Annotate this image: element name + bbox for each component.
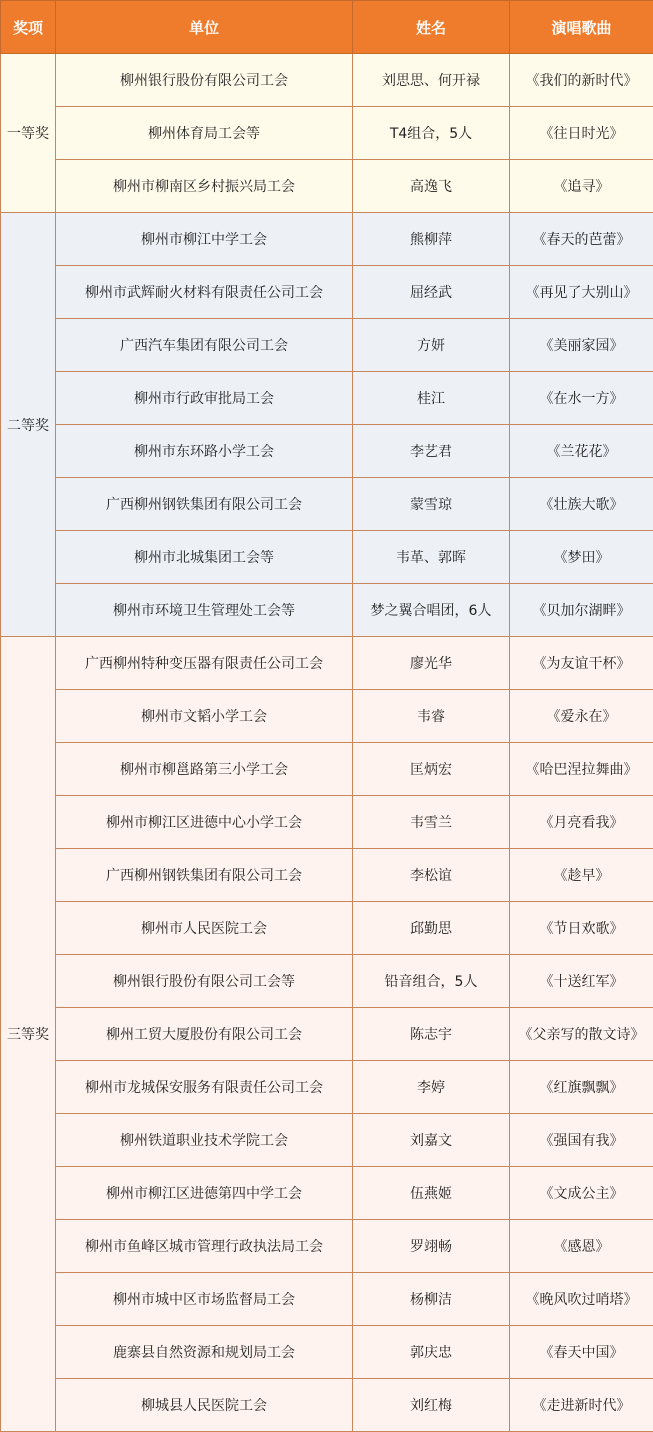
unit-cell: 柳州体育局工会等 [56,107,353,160]
song-cell: 《为友谊干杯》 [510,637,653,690]
unit-cell: 柳州市环境卫生管理处工会等 [56,584,353,637]
song-cell: 《文成公主》 [510,1167,653,1220]
unit-cell: 柳城县人民医院工会 [56,1379,353,1432]
name-cell: 屈经武 [353,266,510,319]
name-cell: 伍燕姬 [353,1167,510,1220]
unit-cell: 柳州市柳江区进德第四中学工会 [56,1167,353,1220]
song-cell: 《强国有我》 [510,1114,653,1167]
name-cell: 李松谊 [353,849,510,902]
table-row [1,1379,653,1432]
table-row [1,637,653,690]
name-cell: 高逸飞 [353,160,510,213]
table-row [1,54,653,107]
song-cell: 《节日欢歌》 [510,902,653,955]
name-cell: 陈志宇 [353,1008,510,1061]
song-cell: 《走进新时代》 [510,1379,653,1432]
table-row [1,213,653,266]
unit-cell: 广西柳州特种变压器有限责任公司工会 [56,637,353,690]
award-tier-label: 二等奖 [1,213,56,637]
name-cell: 刘红梅 [353,1379,510,1432]
table-row [1,584,653,637]
award-tier-label: 一等奖 [1,54,56,213]
song-cell: 《爱永在》 [510,690,653,743]
award-tier-label: 三等奖 [1,637,56,1432]
unit-cell: 广西汽车集团有限公司工会 [56,319,353,372]
name-cell: 廖光华 [353,637,510,690]
name-cell: 韦雪兰 [353,796,510,849]
unit-cell: 柳州市武辉耐火材料有限责任公司工会 [56,266,353,319]
unit-cell: 柳州市柳南区乡村振兴局工会 [56,160,353,213]
table-row [1,160,653,213]
name-cell: 蒙雪琼 [353,478,510,531]
name-cell: 熊柳萍 [353,213,510,266]
unit-cell: 柳州市文韬小学工会 [56,690,353,743]
table-row [1,372,653,425]
song-cell: 《梦田》 [510,531,653,584]
header-song: 演唱歌曲 [510,1,653,54]
unit-cell: 柳州市北城集团工会等 [56,531,353,584]
unit-cell: 柳州工贸大厦股份有限公司工会 [56,1008,353,1061]
header-name: 姓名 [353,1,510,54]
song-cell: 《红旗飘飘》 [510,1061,653,1114]
table-row [1,425,653,478]
unit-cell: 柳州市东环路小学工会 [56,425,353,478]
unit-cell: 柳州市龙城保安服务有限责任公司工会 [56,1061,353,1114]
unit-cell: 鹿寨县自然资源和规划局工会 [56,1326,353,1379]
name-cell: 匡炳宏 [353,743,510,796]
unit-cell: 柳州铁道职业技术学院工会 [56,1114,353,1167]
unit-cell: 柳州市鱼峰区城市管理行政执法局工会 [56,1220,353,1273]
table-row [1,1167,653,1220]
header-award: 奖项 [1,1,56,54]
song-cell: 《往日时光》 [510,107,653,160]
unit-cell: 柳州银行股份有限公司工会等 [56,955,353,1008]
table-row [1,478,653,531]
song-cell: 《春天中国》 [510,1326,653,1379]
table-row [1,1273,653,1326]
header-row [1,1,653,54]
name-cell: 郭庆忠 [353,1326,510,1379]
name-cell: 罗翊畅 [353,1220,510,1273]
name-cell: 韦睿 [353,690,510,743]
unit-cell: 柳州市柳邕路第三小学工会 [56,743,353,796]
song-cell: 《父亲写的散文诗》 [510,1008,653,1061]
header-unit: 单位 [56,1,353,54]
song-cell: 《追寻》 [510,160,653,213]
table-row [1,690,653,743]
table-row [1,1114,653,1167]
table-row [1,796,653,849]
name-cell: 方妍 [353,319,510,372]
table-row [1,849,653,902]
song-cell: 《十送红军》 [510,955,653,1008]
table-row [1,266,653,319]
name-cell: 刘思思、何开禄 [353,54,510,107]
song-cell: 《月亮看我》 [510,796,653,849]
unit-cell: 柳州市柳江区进德中心小学工会 [56,796,353,849]
table-row [1,955,653,1008]
name-cell: 桂江 [353,372,510,425]
table-row [1,1008,653,1061]
song-cell: 《在水一方》 [510,372,653,425]
song-cell: 《壮族大歌》 [510,478,653,531]
table-row [1,107,653,160]
unit-cell: 柳州市人民医院工会 [56,902,353,955]
song-cell: 《春天的芭蕾》 [510,213,653,266]
song-cell: 《再见了大别山》 [510,266,653,319]
name-cell: 韦革、郭晖 [353,531,510,584]
name-cell: 铅音组合，5人 [353,955,510,1008]
name-cell: 杨柳洁 [353,1273,510,1326]
table-row [1,902,653,955]
table-row [1,1326,653,1379]
song-cell: 《美丽家园》 [510,319,653,372]
song-cell: 《我们的新时代》 [510,54,653,107]
song-cell: 《兰花花》 [510,425,653,478]
name-cell: 刘嘉文 [353,1114,510,1167]
unit-cell: 柳州市柳江中学工会 [56,213,353,266]
unit-cell: 柳州市行政审批局工会 [56,372,353,425]
unit-cell: 柳州银行股份有限公司工会 [56,54,353,107]
song-cell: 《感恩》 [510,1220,653,1273]
name-cell: T4组合，5人 [353,107,510,160]
awards-body [1,54,653,1432]
name-cell: 梦之翼合唱团，6人 [353,584,510,637]
table-row [1,1061,653,1114]
unit-cell: 广西柳州钢铁集团有限公司工会 [56,478,353,531]
song-cell: 《趁早》 [510,849,653,902]
name-cell: 李婷 [353,1061,510,1114]
unit-cell: 广西柳州钢铁集团有限公司工会 [56,849,353,902]
table-row [1,1220,653,1273]
song-cell: 《晚风吹过哨塔》 [510,1273,653,1326]
song-cell: 《贝加尔湖畔》 [510,584,653,637]
unit-cell: 柳州市城中区市场监督局工会 [56,1273,353,1326]
table-row [1,531,653,584]
table-row [1,743,653,796]
name-cell: 邱勤思 [353,902,510,955]
table-row [1,319,653,372]
name-cell: 李艺君 [353,425,510,478]
song-cell: 《哈巴涅拉舞曲》 [510,743,653,796]
